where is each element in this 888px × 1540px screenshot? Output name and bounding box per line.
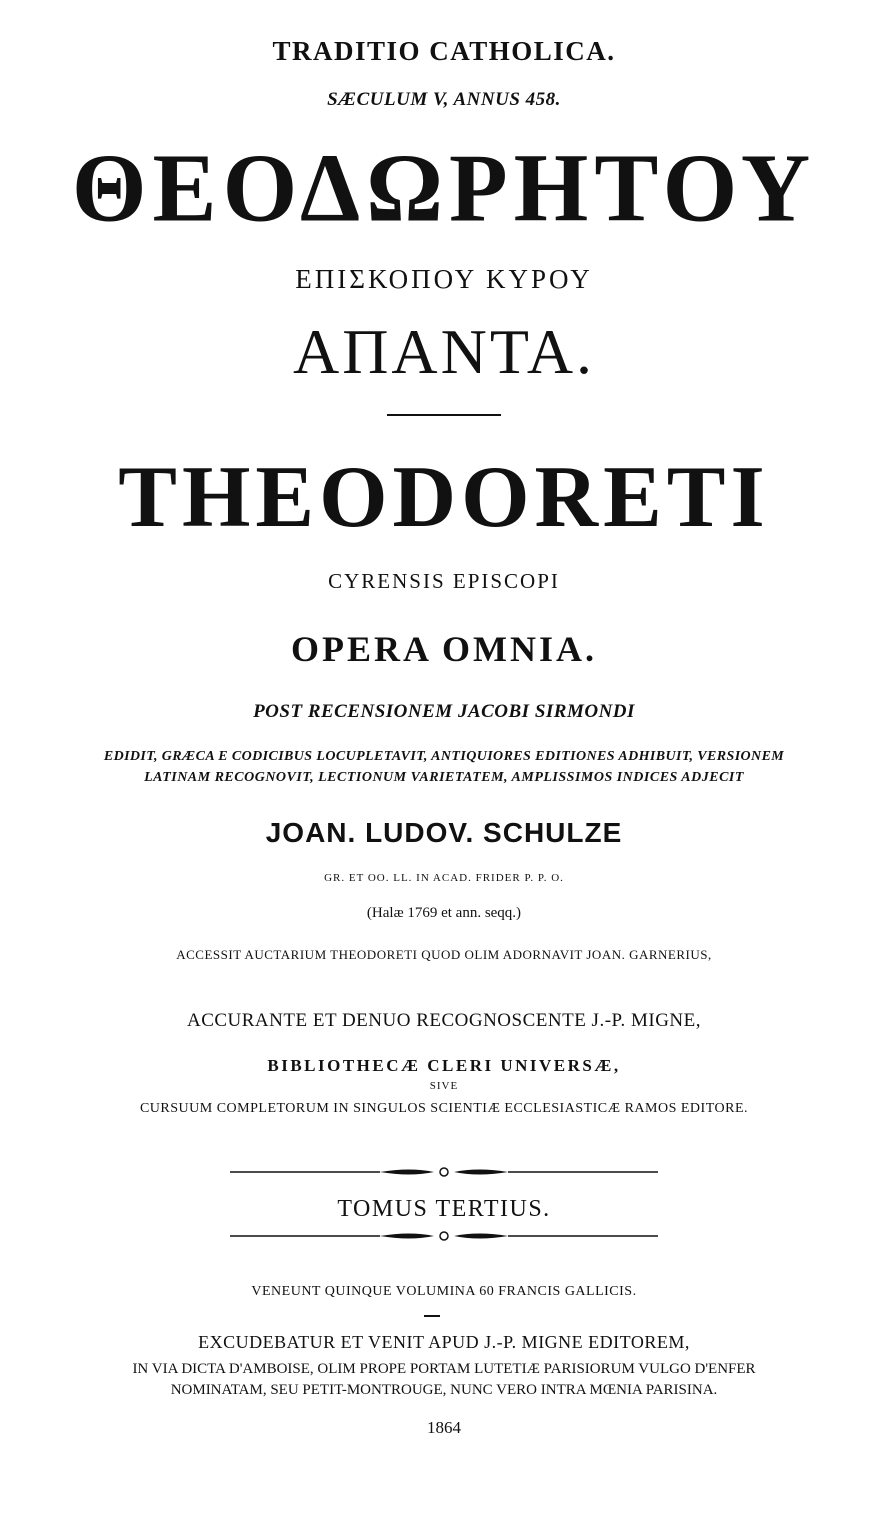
- price-line: VENEUNT QUINQUE VOLUMINA 60 FRANCIS GALLICIS.: [251, 1284, 637, 1299]
- publisher-line-2: IN VIA DICTA D'AMBOISE, OLIM PROPE PORTAM LUTETIÆ PARISIORUM VULGO D'ENFER: [132, 1361, 756, 1377]
- volume-title: TOMUS TERTIUS.: [337, 1196, 551, 1222]
- series-title: TRADITIO CATHOLICA.: [272, 36, 616, 66]
- migne-line: ACCURANTE ET DENUO RECOGNOSCENTE J.-P. MIGNE,: [186, 1010, 702, 1031]
- latin-work-title: OPERA OMNIA.: [291, 629, 597, 669]
- editorial-line-1: EDIDIT, GRÆCA E CODICIBUS LOCUPLETAVIT, ANTIQUIORES EDITIONES ADHIBUIT, VERSIONEM: [103, 749, 785, 764]
- cursuum-line: CURSUUM COMPLETORUM IN SINGULOS SCIENTIÆ ECCLESIASTICÆ RAMOS EDITORE.: [139, 1101, 749, 1116]
- ornament-rule-bottom: [230, 1228, 658, 1244]
- latin-author-title: THEODORETI: [118, 449, 770, 546]
- publisher-line-3: NOMINATAM, SEU PETIT-MONTROUGE, NUNC VERO INTRA MŒNIA PARISINA.: [170, 1382, 718, 1398]
- recension-line: POST RECENSIONEM JACOBI SIRMONDI: [253, 701, 635, 722]
- auctarium-line: ACCESSIT AUCTARIUM THEODORETI QUOD OLIM ADORNAVIT JOAN. GARNERIUS,: [176, 947, 712, 962]
- dash-divider: [424, 1315, 440, 1317]
- publication-year: 1864: [427, 1418, 461, 1437]
- ornament-rule-top: [230, 1164, 658, 1180]
- sive-line: SIVE: [429, 1080, 459, 1092]
- greek-author-title: ΘΕΟΔΩΡΗΤΟΥ: [71, 132, 817, 243]
- edition-note: (Halæ 1769 et ann. seqq.): [366, 905, 522, 921]
- greek-subtitle: ΕΠΙΣΚΟΠΟΥ ΚΥΡΟΥ: [295, 264, 593, 294]
- bibliotheca-line: BIBLIOTHECÆ CLERI UNIVERSÆ,: [267, 1056, 621, 1075]
- editor-title: GR. ET OO. LL. IN ACAD. FRIDER P. P. O.: [324, 872, 564, 884]
- editor-name: JOAN. LUDOV. SCHULZE: [265, 817, 623, 848]
- publisher-line-1: EXCUDEBATUR ET VENIT APUD J.-P. MIGNE EDITOREM,: [198, 1332, 690, 1352]
- era-line: SÆCULUM V, ANNUS 458.: [327, 89, 561, 110]
- greek-work-title: ΑΠΑΝΤΑ.: [292, 316, 596, 387]
- latin-subtitle: CYRENSIS EPISCOPI: [328, 569, 560, 593]
- short-divider: [387, 414, 501, 416]
- editorial-line-2: LATINAM RECOGNOVIT, LECTIONUM VARIETATEM, AMPLISSIMOS INDICES ADJECIT: [144, 770, 744, 785]
